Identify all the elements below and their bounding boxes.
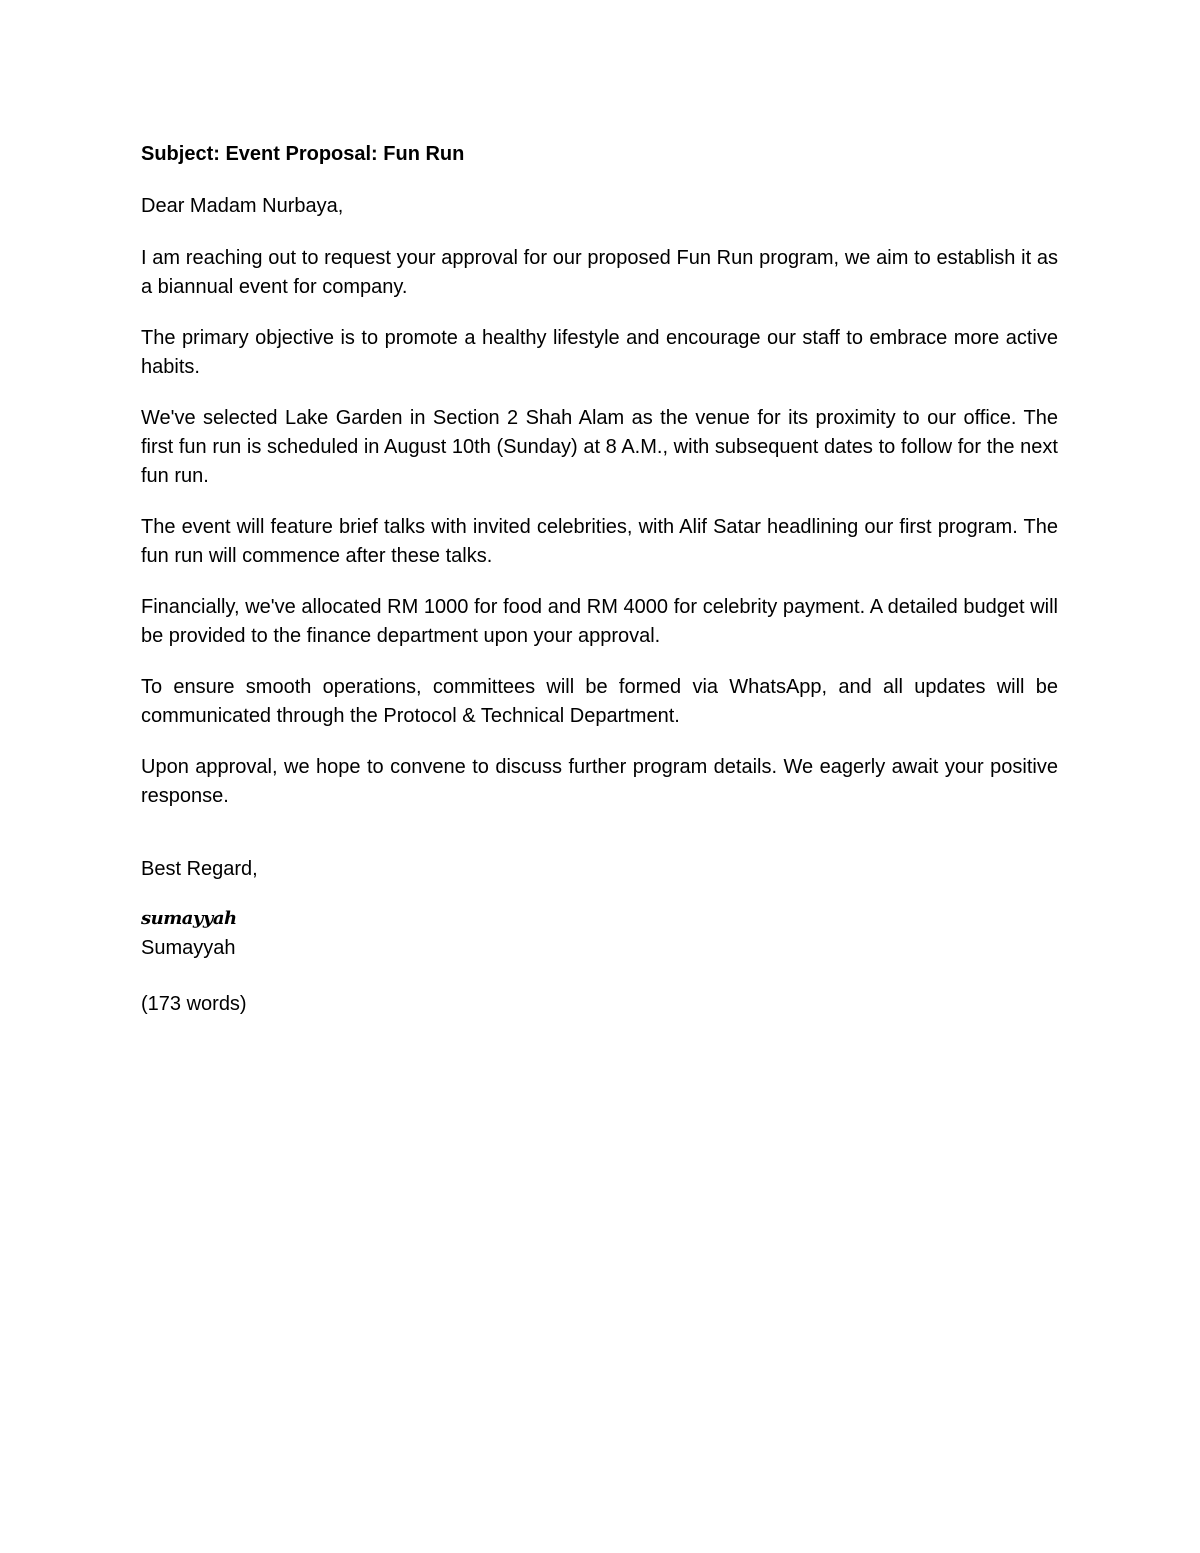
handwritten-signature: sumayyah (141, 908, 237, 929)
body-paragraph-venue: We've selected Lake Garden in Section 2 Shah Alam as the venue for its proximity to our office. The first fun run is scheduled in August 10th (Sunday) at 8 A.M., with subsequent dates to follow for the next fun run. (141, 407, 1058, 487)
letter-salutation: Dear Madam Nurbaya, (141, 195, 344, 217)
word-count: (173 words) (141, 993, 247, 1015)
body-paragraph-program: The event will feature brief talks with invited celebrities, with Alif Satar headlining our first program. The fun run will commence after these talks. (141, 516, 1058, 567)
body-paragraph-objective: The primary objective is to promote a healthy lifestyle and encourage our staff to embrace more active habits. (141, 327, 1058, 378)
body-paragraph-request: I am reaching out to request your approval for our proposed Fun Run program, we aim to establish it as a biannual event for company. (141, 247, 1058, 298)
body-paragraph-followup: Upon approval, we hope to convene to discuss further program details. We eagerly await your positive response. (141, 756, 1058, 807)
body-paragraph-budget: Financially, we've allocated RM 1000 for food and RM 4000 for celebrity payment. A detailed budget will be provided to the finance department upon your approval. (141, 596, 1058, 647)
signer-name: Sumayyah (141, 937, 236, 959)
letter-body (141, 244, 1058, 811)
letter-subject: Subject: Event Proposal: Fun Run (141, 143, 465, 165)
body-paragraph-operations: To ensure smooth operations, committees will be formed via WhatsApp, and all updates will be communicated through the Protocol & Technical Department. (141, 676, 1058, 727)
letter-page (141, 140, 1058, 1019)
letter-closing: Best Regard, (141, 858, 258, 880)
